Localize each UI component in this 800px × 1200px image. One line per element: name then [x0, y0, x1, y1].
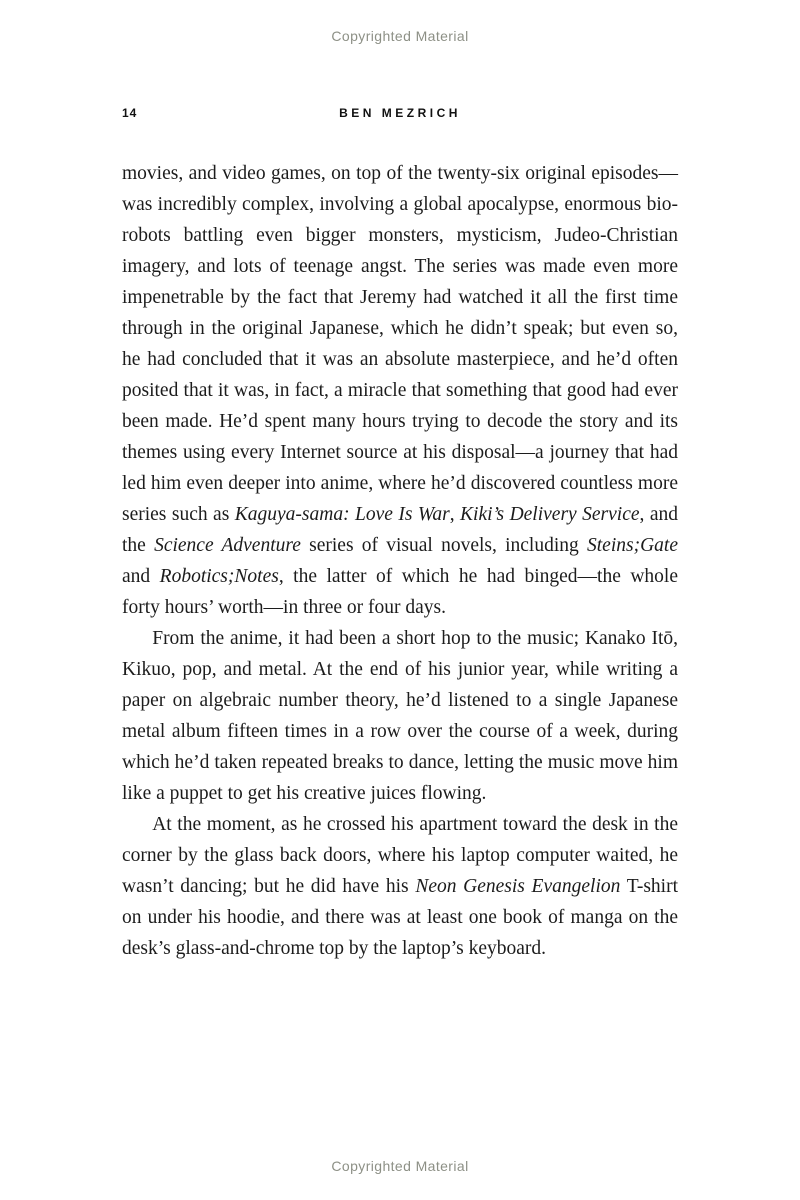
italic-text-run: Steins;Gate: [587, 535, 678, 556]
text-run: T-shirt on under his hoodie, and there was at least one book of manga on the desk’s glass-and-chrome top by the laptop’s keyboard.: [122, 876, 678, 959]
paragraph: [122, 623, 678, 809]
running-header: [122, 106, 678, 122]
text-run: series of visual novels, including: [300, 535, 588, 556]
running-header-author: BEN MEZRICH: [339, 106, 461, 120]
paragraph: [122, 158, 678, 623]
copyright-notice-bottom: Copyrighted Material: [331, 1158, 469, 1174]
text-run: From the anime, it had been a short hop to the music; Kanako Itō, Kikuo, pop, and metal. At the end of his junior year, while writing a paper on algebraic number theory, he’d listened to a single Japanese metal album fifteen times in a row over the course of a week, during which he’d taken repeated breaks to dance, letting the music move him like a puppet to get his creative juices flowing.: [122, 628, 678, 804]
text-run: At the moment, as he crossed his apartment toward the desk in the corner by the glass back doors, where his laptop computer waited, he wasn’t dancing; but he did have his: [122, 814, 678, 897]
paragraph: [122, 809, 678, 964]
italic-text-run: Robotics;Notes: [159, 566, 279, 587]
text-run: movies, and video games, on top of the twenty-six original episodes—was incredibly complex, involving a global apocalypse, enormous bio-robots battling even bigger monsters, mysticism, Judeo-Christian imagery, and lots of teenage angst. The series was made even more impenetrable by the fact that Jeremy had watched it all the first time through in the original Japanese, which he didn’t speak; but even so, he had concluded that it was an absolute masterpiece, and he’d often posited that it was, in fact, a miracle that something that good had ever been made. He’d spent many hours trying to decode the story and its themes using every Internet source at his disposal—a journey that had led him even deeper into anime, where he’d discovered countless more series such as: [122, 163, 678, 525]
text-run: ,: [449, 504, 461, 525]
page-body: [122, 158, 678, 964]
text-run: , and the: [122, 504, 679, 556]
page-number: 14: [122, 106, 138, 120]
italic-text-run: Kaguya-sama: Love Is War: [234, 504, 450, 525]
italic-text-run: Science Adventure: [154, 535, 301, 556]
italic-text-run: Kiki’s Delivery Service: [460, 504, 640, 525]
text-run: , the latter of which he had binged—the whole forty hours’ worth—in three or four days.: [122, 566, 679, 618]
copyright-notice-top: Copyrighted Material: [331, 28, 469, 44]
italic-text-run: Neon Genesis Evangelion: [415, 876, 621, 897]
text-run: and: [122, 566, 160, 587]
